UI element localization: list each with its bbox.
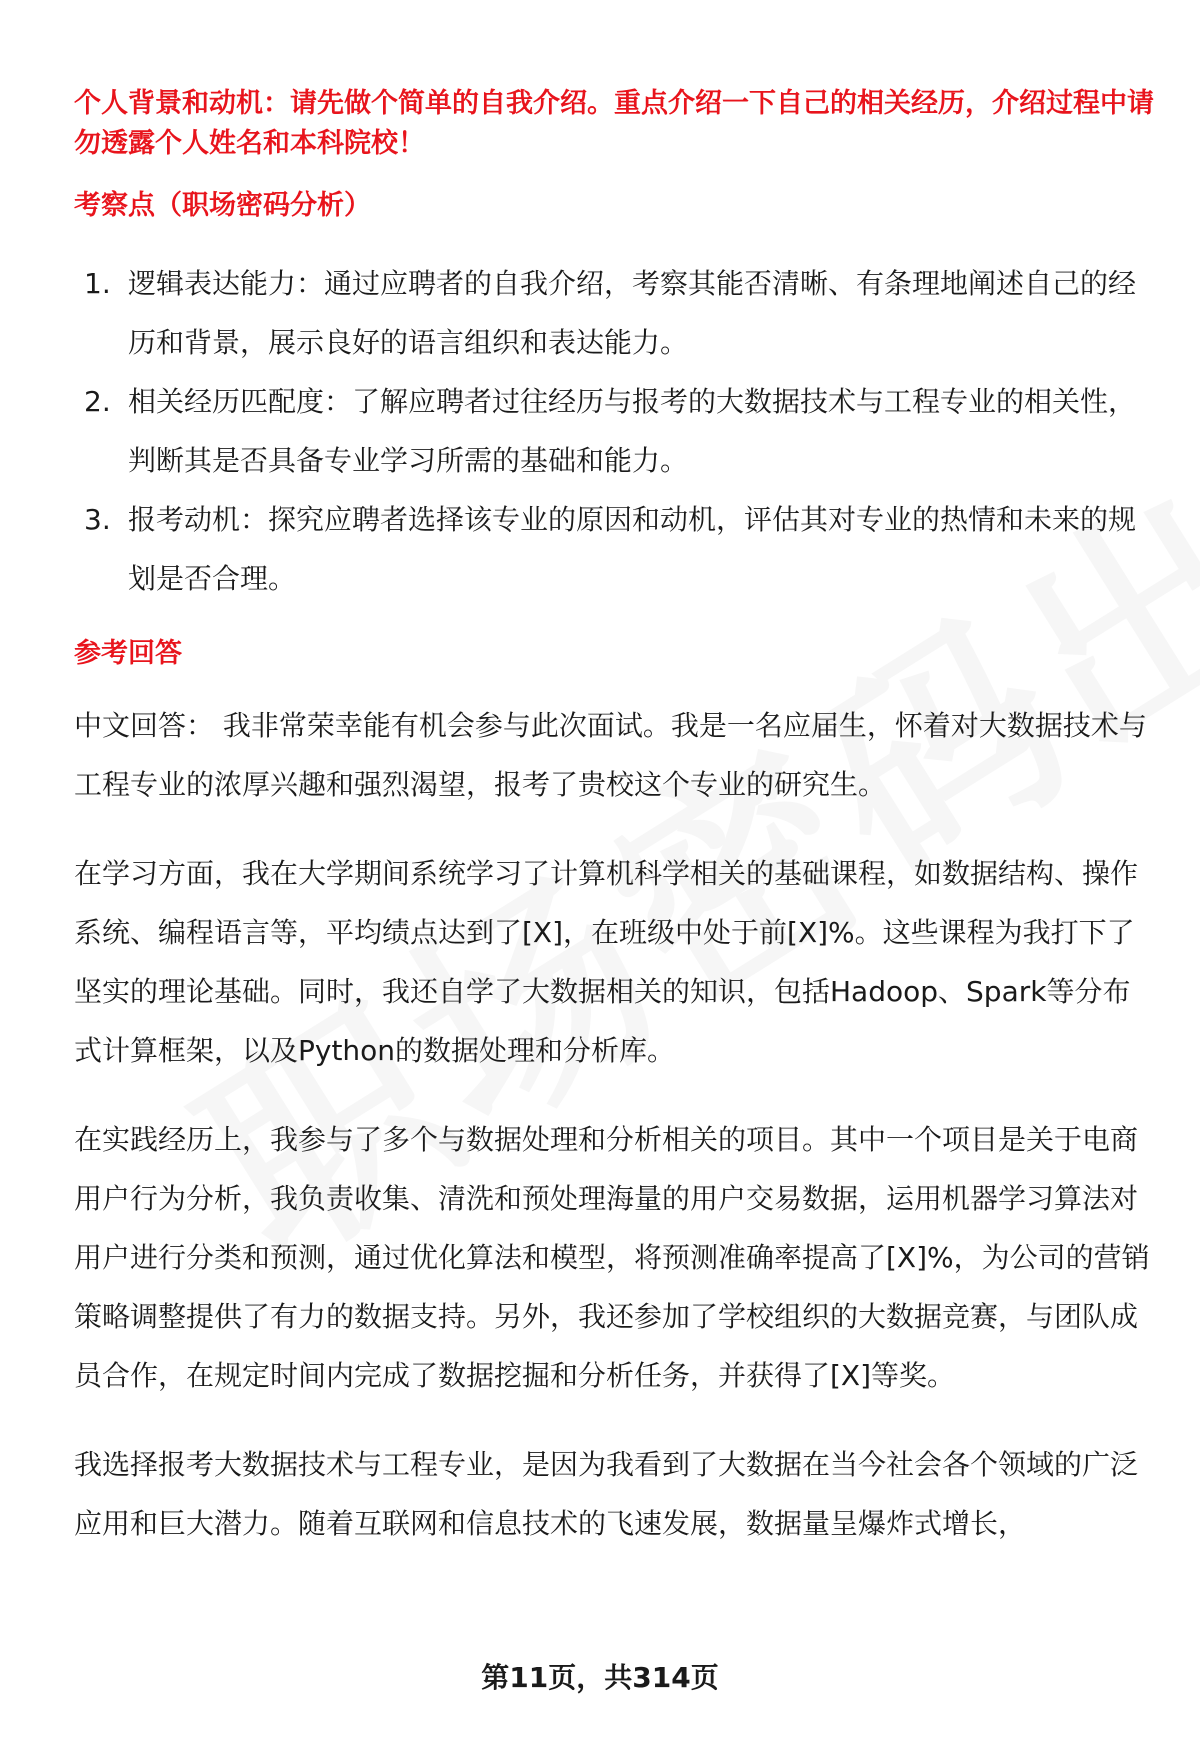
list-item-text: 逻辑表达能力：通过应聘者的自我介绍，考察其能否清晰、有条理地阐述自己的经历和背景，展示良好的语言组织和表达能力。: [128, 267, 1137, 359]
exam-points-list: [74, 254, 1156, 608]
list-item: [74, 372, 1156, 490]
list-item-number: 3.: [84, 503, 111, 536]
list-item-number: 2.: [84, 385, 111, 418]
exam-points-title: 考察点（职场密码分析）: [74, 190, 371, 221]
answer-paragraph: 我选择报考大数据技术与工程专业，是因为我看到了大数据在当今社会各个领域的广泛应用和巨大潜力。随着互联网和信息技术的飞速发展，数据量呈爆炸式增长，: [74, 1448, 1139, 1540]
list-item-number: 1.: [84, 267, 111, 300]
list-item-text: 相关经历匹配度：了解应聘者过往经历与报考的大数据技术与工程专业的相关性，判断其是否具备专业学习所需的基础和能力。: [128, 385, 1137, 477]
answer-paragraph: 中文回答： 我非常荣幸能有机会参与此次面试。我是一名应届生，怀着对大数据技术与工程专业的浓厚兴趣和强烈渴望，报考了贵校这个专业的研究生。: [74, 709, 1147, 801]
page-content: [74, 84, 1156, 1553]
list-item: [74, 254, 1156, 372]
list-item-text: 报考动机：探究应聘者选择该专业的原因和动机，评估其对专业的热情和未来的规划是否合理。: [128, 503, 1137, 595]
page-number-footer: 第11页，共314页: [481, 1661, 719, 1694]
answer-title: 参考回答: [74, 638, 182, 669]
answer-paragraph: 在学习方面，我在大学期间系统学习了计算机科学相关的基础课程，如数据结构、操作系统、编程语言等，平均绩点达到了[X]，在班级中处于前[X]%。这些课程为我打下了坚实的理论基础。同时，我还自学了大数据相关的知识，包括Hadoop、Spark等分布式计算框架，以及Python的数据处理和分析库。: [74, 857, 1139, 1067]
question-heading: 个人背景和动机：请先做个简单的自我介绍。重点介绍一下自己的相关经历，介绍过程中请勿透露个人姓名和本科院校！: [74, 88, 1154, 159]
answer-paragraph: 在实践经历上，我参与了多个与数据处理和分析相关的项目。其中一个项目是关于电商用户行为分析，我负责收集、清洗和预处理海量的用户交易数据，运用机器学习算法对用户进行分类和预测，通过优化算法和模型，将预测准确率提高了[X]%，为公司的营销策略调整提供了有力的数据支持。另外，我还参加了学校组织的大数据竞赛，与团队成员合作，在规定时间内完成了数据挖掘和分析任务，并获得了[X]等奖。: [74, 1123, 1150, 1392]
list-item: [74, 490, 1156, 608]
